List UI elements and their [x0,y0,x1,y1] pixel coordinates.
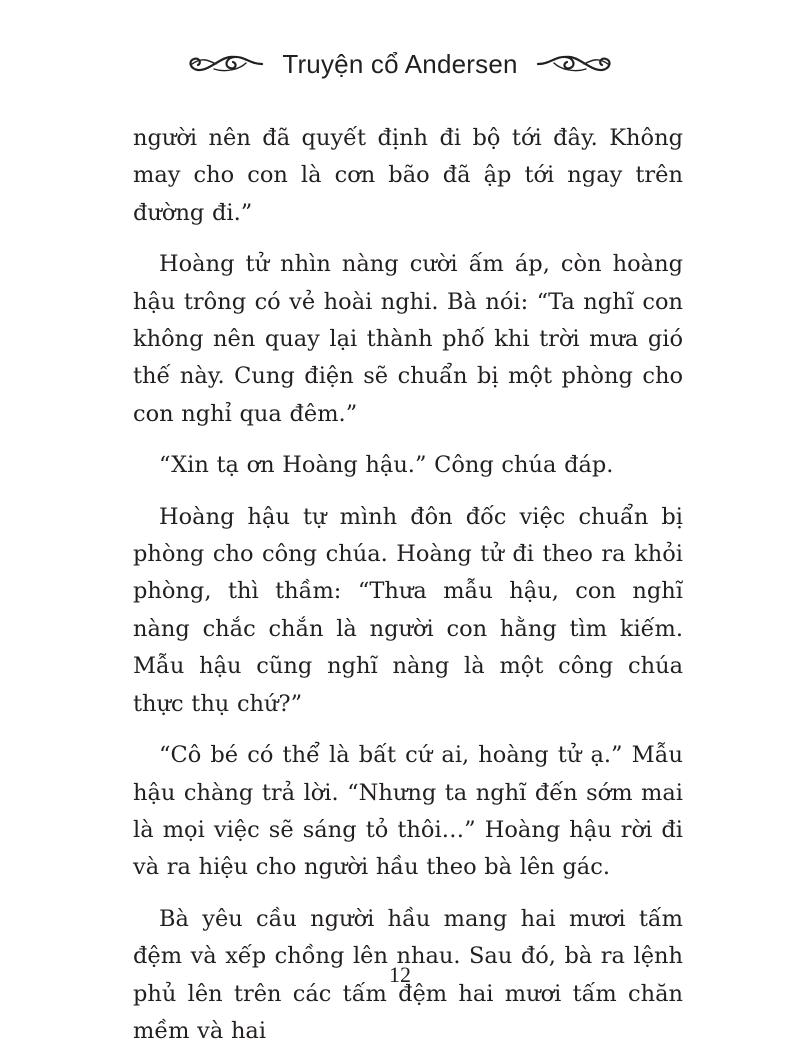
paragraph-5: “Cô bé có thể là bất cứ ai, hoàng tử ạ.” Mẫu hậu chàng trả lời. “Nhưng ta nghĩ đến sớm mai là mọi việc sẽ sáng tỏ thôi…” Hoàng hậu rời đi và ra hiệu cho người hầu theo bà lên gác. [133,742,683,881]
paragraph-3: “Xin tạ ơn Hoàng hậu.” Công chúa đáp. [159,452,614,479]
running-header [0,42,800,86]
paragraph-1: người nên đã quyết định đi bộ tới đây. Không may cho con là cơn bão đã ập tới ngay trên đường đi.” [133,125,683,226]
paragraph-6: Bà yêu cầu người hầu mang hai mươi tấm đệm và xếp chồng lên nhau. Sau đó, bà ra lệnh phủ lên trên các tấm đệm hai mươi tấm chăn mềm và hai [133,905,683,1044]
page-number: 12 [389,962,411,987]
paragraph-4: Hoàng hậu tự mình đôn đốc việc chuẩn bị phòng cho công chúa. Hoàng tử đi theo ra khỏi phòng, thì thầm: “Thưa mẫu hậu, con nghĩ nàng chắc chắn là người con hằng tìm kiếm. Mẫu hậu cũng nghĩ nàng là một công chúa thực thụ chứ?” [133,503,683,717]
flourish-left-icon [186,51,264,77]
flourish-right-icon [536,51,614,77]
body-text [133,120,683,1064]
running-header-title: Truyện cổ Andersen [282,48,518,79]
paragraph-2: Hoàng tử nhìn nàng cười ấm áp, còn hoàng hậu trông có vẻ hoài nghi. Bà nói: “Ta nghĩ con không nên quay lại thành phố khi trời mưa gió thế này. Cung điện sẽ chuẩn bị một phòng cho con nghỉ qua đêm.” [133,251,683,427]
